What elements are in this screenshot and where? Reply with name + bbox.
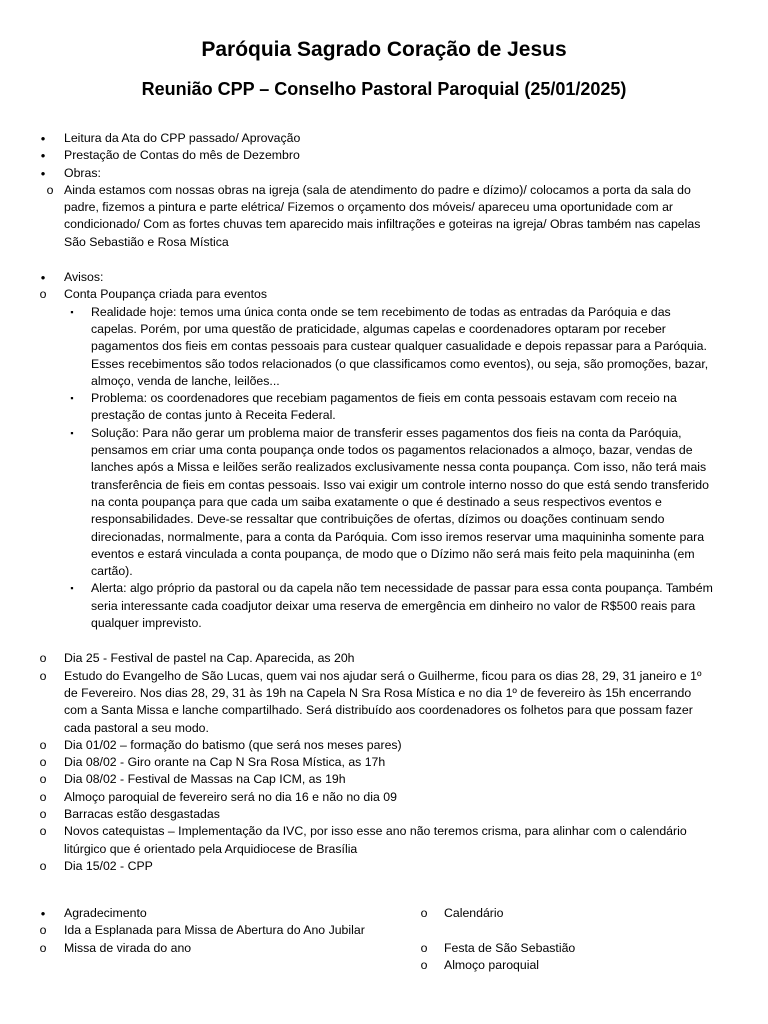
aviso-item: Barracas estão desgastadas <box>64 806 220 821</box>
list-item <box>0 905 400 922</box>
agenda-item-prestacao: Prestação de Contas do mês de Dezembro <box>64 148 300 163</box>
circle-marker: o <box>39 287 47 302</box>
list-item <box>380 957 768 974</box>
list-item <box>0 390 768 425</box>
circle-marker: o <box>39 737 47 752</box>
list-item <box>0 771 768 788</box>
square-marker: ▪ <box>70 427 74 438</box>
list-item <box>0 147 768 164</box>
list-item <box>0 165 768 182</box>
list-item <box>380 940 768 957</box>
square-marker: ▪ <box>70 306 74 317</box>
list-item <box>0 304 768 390</box>
list-item <box>0 650 768 667</box>
circle-marker: o <box>46 182 54 197</box>
list-item <box>0 580 768 632</box>
circle-marker: o <box>39 806 47 821</box>
aviso-item: Almoço paroquial de fevereiro será no dia 16 e não no dia 09 <box>64 789 397 804</box>
circle-marker: o <box>39 755 47 770</box>
two-column-section <box>0 905 768 973</box>
agenda-item-obras: Obras: <box>64 165 101 180</box>
bullet-marker: • <box>40 131 46 146</box>
aviso-item: Estudo do Evangelho de São Lucas, quem vai nos ajudar será o Guilherme, ficou para os dias 28, 29, 31 janeiro e 1º de Fevereiro. Nos dias 28, 29, 31 às 19h na Capela N Sra Rosa Mística e no dia 1º de fevereiro às 15h encerrando com a Santa Missa e lanche compartilhado. Será distribuído aos coordenadores os folhetos para que possam fazer cada pastoral a seu modo. <box>64 668 702 735</box>
agradecimento-item: Missa de virada do ano <box>64 940 192 955</box>
list-item <box>0 823 768 858</box>
list-item <box>0 286 768 303</box>
aviso-item: Dia 08/02 - Giro orante na Cap N Sra Rosa Mística, as 17h <box>64 755 386 770</box>
conta-solucao: Solução: Para não gerar um problema maior de transferir esses pagamentos dos fieis na conta da Paróquia, pensamos em criar uma conta poupança onde todos os pagamentos relacionados a almoço, bazar, vendas de lanches após a Missa e leilões serão realizados exclusivamente nessa conta poupança. Com isso, não terá mais transferência de fieis em contas pessoais. Isso vai exigir um controle interno nosso do que está sendo transferido na conta poupança para que cada um saiba exatamente o que é destinado a seus respectivos eventos e responsabilidades. Deve-se ressaltar que contribuições de ofertas, dízimos ou doações continuam sendo direcionadas, normalmente, para a conta da Paróquia. Com isso iremos reservar uma maquininha somente para eventos e estará vinculada a conta poupança, de modo que o Dízimo não será mais feito pela maquininha (em cartão). <box>91 425 709 579</box>
list-item <box>0 182 768 251</box>
page-subtitle: Reunião CPP – Conselho Pastoral Paroquial (25/01/2025) <box>141 79 627 99</box>
circle-marker: o <box>39 824 47 839</box>
bullet-marker: • <box>40 270 46 286</box>
circle-marker: o <box>39 772 47 787</box>
list-item <box>0 737 768 754</box>
bullet-marker: • <box>40 906 46 922</box>
circle-marker: o <box>39 923 47 938</box>
list-item <box>0 754 768 771</box>
conta-alerta: Alerta: algo próprio da pastoral ou da capela não tem necessidade de passar para essa conta poupança. Também seria interessante cada coadjutor deixar uma reserva de emergência em dinheiro no valor de R$500 reais para qualquer imprevisto. <box>91 581 713 631</box>
list-item <box>0 922 400 939</box>
list-item <box>380 905 768 922</box>
circle-marker: o <box>39 651 47 666</box>
list-item <box>0 940 400 957</box>
circle-marker: o <box>420 958 428 973</box>
circle-marker: o <box>420 906 428 921</box>
aviso-item: Dia 01/02 – formação do batismo (que será nos meses pares) <box>64 737 402 752</box>
bullet-marker: • <box>40 165 46 181</box>
conta-problema: Problema: os coordenadores que recebiam pagamentos de fieis em conta pessoais estavam com receio na prestação de contas junto à Receita Federal. <box>91 391 677 423</box>
aviso-item: Novos catequistas – Implementação da IVC, por isso esse ano não teremos crisma, para alinhar com o calendário litúrgico que é orientado pela Arquidiocese de Brasília <box>64 824 687 856</box>
conta-realidade: Realidade hoje: temos uma única conta onde se tem recebimento de todas as entradas da Paróquia e das capelas. Porém, por uma questão de praticidade, algumas capelas e coordenadores optaram por receber pagamentos dos fieis em contas pessoais para custear qualquer casualidade e depois repassar para a Paróquia. Esses recebimentos são todos relacionados (o que classificamos como eventos), ou seja, são promoções, bazar, almoço, venda de lanche, leilões... <box>91 304 709 388</box>
bullet-marker: • <box>40 148 46 164</box>
agradecimento-item: Ida a Esplanada para Missa de Abertura do Ano Jubilar <box>64 923 365 938</box>
aviso-item: Dia 15/02 - CPP <box>64 858 153 873</box>
right-item: Calendário <box>444 906 504 921</box>
list-item <box>0 425 768 581</box>
page-title: Paróquia Sagrado Coração de Jesus <box>201 38 567 61</box>
left-column <box>0 905 400 957</box>
right-item: Festa de São Sebastião <box>444 940 576 955</box>
circle-marker: o <box>39 858 47 873</box>
document-body <box>0 130 768 973</box>
aviso-item: Dia 08/02 - Festival de Massas na Cap ICM, as 19h <box>64 772 346 787</box>
aviso-item: Dia 25 - Festival de pastel na Cap. Aparecida, as 20h <box>64 651 355 666</box>
agradecimento-heading: Agradecimento <box>64 906 147 921</box>
square-marker: ▪ <box>70 583 74 594</box>
list-item <box>0 668 768 737</box>
conta-poupanca-heading: Conta Poupança criada para eventos <box>64 287 268 302</box>
avisos-heading: Avisos: <box>64 270 104 285</box>
list-item <box>0 806 768 823</box>
obras-detail: Ainda estamos com nossas obras na igreja (sala de atendimento do padre e dízimo)/ colocamos a porta da sala do padre, fizemos a pintura e parte elétrica/ Fizemos o orçamento dos móveis/ apareceu uma oportunidade com ar condicionado/ Com as fortes chuvas tem aparecido mais infiltrações e goteiras na igreja/ Obras também nas capelas São Sebastião e Rosa Mística <box>64 182 701 249</box>
list-item <box>0 858 768 875</box>
circle-marker: o <box>39 668 47 683</box>
circle-marker: o <box>39 789 47 804</box>
square-marker: ▪ <box>70 393 74 404</box>
agenda-item-ata: Leitura da Ata do CPP passado/ Aprovação <box>64 131 301 145</box>
circle-marker: o <box>39 940 47 955</box>
circle-marker: o <box>420 940 428 955</box>
list-item <box>0 789 768 806</box>
right-item: Almoço paroquial <box>444 958 540 973</box>
right-column <box>380 905 768 974</box>
list-item <box>0 130 768 147</box>
list-item <box>0 269 768 286</box>
